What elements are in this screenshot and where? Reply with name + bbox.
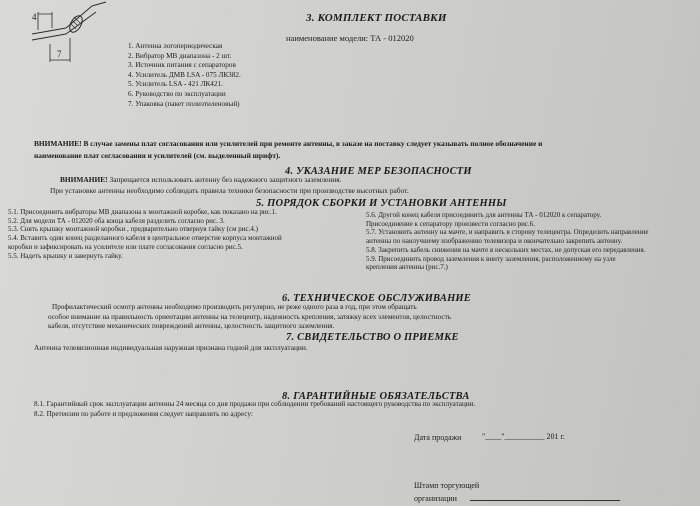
- maintenance-line: особое внимание на правильность ориентации антенны на телецентр, надежность крепления, затяжку всех элементов, целостность: [48, 312, 452, 321]
- section4-rule: При установке антенны необходимо соблюдать правила техники безопасности при производстве высотных работ.: [50, 186, 409, 195]
- assembly-step: крепления антенны (рис.7.): [366, 263, 448, 272]
- assembly-step: Присоединение к сепаратору произвести согласно рис.6.: [366, 219, 536, 228]
- assembly-step: антенны по наилучшему изображению телевизора и окончательно закрепить антенну.: [366, 237, 623, 246]
- kit-item: 2. Вибратор МВ диапазона - 2 шт.: [128, 51, 232, 60]
- warranty-line: 8.2. Претензии по работе и предложения следует направлять по адресу:: [34, 409, 253, 418]
- kit-item: 3. Источник питания с сепараторов: [128, 61, 236, 70]
- kit-list: [128, 42, 241, 109]
- warning-text: Запрещается использовать антенну без надежного защитного заземления.: [107, 175, 342, 184]
- maintenance-line: кабеля, отсутствие механических повреждений антенны, целостность защитного заземления.: [48, 322, 335, 330]
- assembly-step: 5.2. Для модели ТА - 012020 оба конца кабеля разделить согласно рис. 3.: [8, 216, 225, 225]
- assembly-step: 5.7. Установить антенну на мачте, и направить в сторону телецентра. Определить направление: [366, 228, 649, 237]
- stamp-label-line1: Штамп торгующей: [414, 481, 480, 490]
- stamp-signature-line: [470, 500, 620, 501]
- assembly-step: коробки и зафиксировать на усилителе или плате согласования согласно рис.5.: [8, 242, 243, 251]
- sale-date-field: "____"__________ 201 г.: [482, 432, 565, 441]
- sketch-dim-7: 7: [57, 49, 62, 59]
- section6-body: [48, 303, 452, 332]
- attention-line-2: наименование плат согласования и усилителей (см. выделенный шрифт).: [34, 151, 281, 160]
- maintenance-line: Профилактический осмотр антенны необходимо производить регулярно, не реже одного раза в год, при этом обращать: [52, 303, 417, 311]
- assembly-step: 5.1. Присоединить вибраторы МВ диапазона к монтажной коробке, как показано на рис.1.: [8, 208, 277, 216]
- section3-title: 3. КОМПЛЕКТ ПОСТАВКИ: [306, 12, 447, 24]
- section5-right-column: [366, 211, 648, 272]
- section4-warning: [60, 175, 342, 185]
- warning-label: ВНИМАНИЕ!: [60, 175, 108, 184]
- section5-title: 5. ПОРЯДОК СБОРКИ И УСТАНОВКИ АНТЕННЫ: [256, 198, 507, 209]
- cable-preparation-sketch: [30, 0, 120, 80]
- kit-item: 6. Руководство по эксплуатации: [128, 89, 226, 98]
- section7-title: 7. СВИДЕТЕЛЬСТВО О ПРИЕМКЕ: [286, 332, 459, 343]
- warranty-line: 8.1. Гарантийный срок эксплуатации антенны 24 месяца со дня продажи при соблюдении требований настоящего руководства по эксплуатации.: [34, 400, 476, 408]
- kit-item: 4. Усилитель ДМВ LSA - 075 ЛК382.: [128, 70, 241, 79]
- attention-line-1: ВНИМАНИЕ! В случае замены плат согласования или усилителей при ремонте антенны, в заказе на поставку следует указывать полное обозначение и: [34, 139, 543, 148]
- section8-body: [34, 400, 475, 419]
- assembly-step: 5.8. Закрепить кабель снижения на мачте в нескольких местах, не допуская его передавления.: [366, 245, 646, 254]
- acceptance-text: Антенна телевизионная индивидуальная наружная признана годной для эксплуатации.: [34, 343, 308, 352]
- stamp-label-line2: организации: [414, 494, 457, 503]
- assembly-step: 5.5. Надеть крышку и завернуть гайку.: [8, 251, 123, 260]
- assembly-step: 5.4. Вставить один конец разделанного кабеля в центральное отверстие корпуса монтажной: [8, 234, 282, 243]
- kit-item: 5. Усилитель LSA - 421 ЛК421.: [128, 80, 223, 89]
- section6-title: 6. ТЕХНИЧЕСКОЕ ОБСЛУЖИВАНИЕ: [282, 293, 472, 304]
- kit-item: 1. Антенна логопериодическая: [128, 42, 223, 50]
- kit-item: 7. Упаковка (пакет полиэтиленовый): [128, 99, 240, 108]
- section8-title: 8. ГАРАНТИЙНЫЕ ОБЯЗАТЕЛЬСТВА: [282, 391, 470, 402]
- section4-title: 4. УКАЗАНИЕ МЕР БЕЗОПАСНОСТИ: [285, 166, 472, 177]
- sketch-dim-4: 4: [32, 12, 37, 22]
- sale-date-label: Дата продажи: [414, 433, 462, 442]
- assembly-step: 5.3. Снять крышку монтажной коробки , предварительно отвернув гайку (см рис.4.): [8, 225, 258, 234]
- model-line: наименование модели: ТА - 012020: [286, 33, 414, 43]
- assembly-step: 5.9. Присоединить провод заземления к винту заземления, расположенному на узле: [366, 254, 616, 263]
- section5-left-column: [8, 208, 282, 260]
- assembly-step: 5.6. Другой конец кабеля присоединить для антенны ТА - 012020 к сепаратору.: [366, 211, 602, 219]
